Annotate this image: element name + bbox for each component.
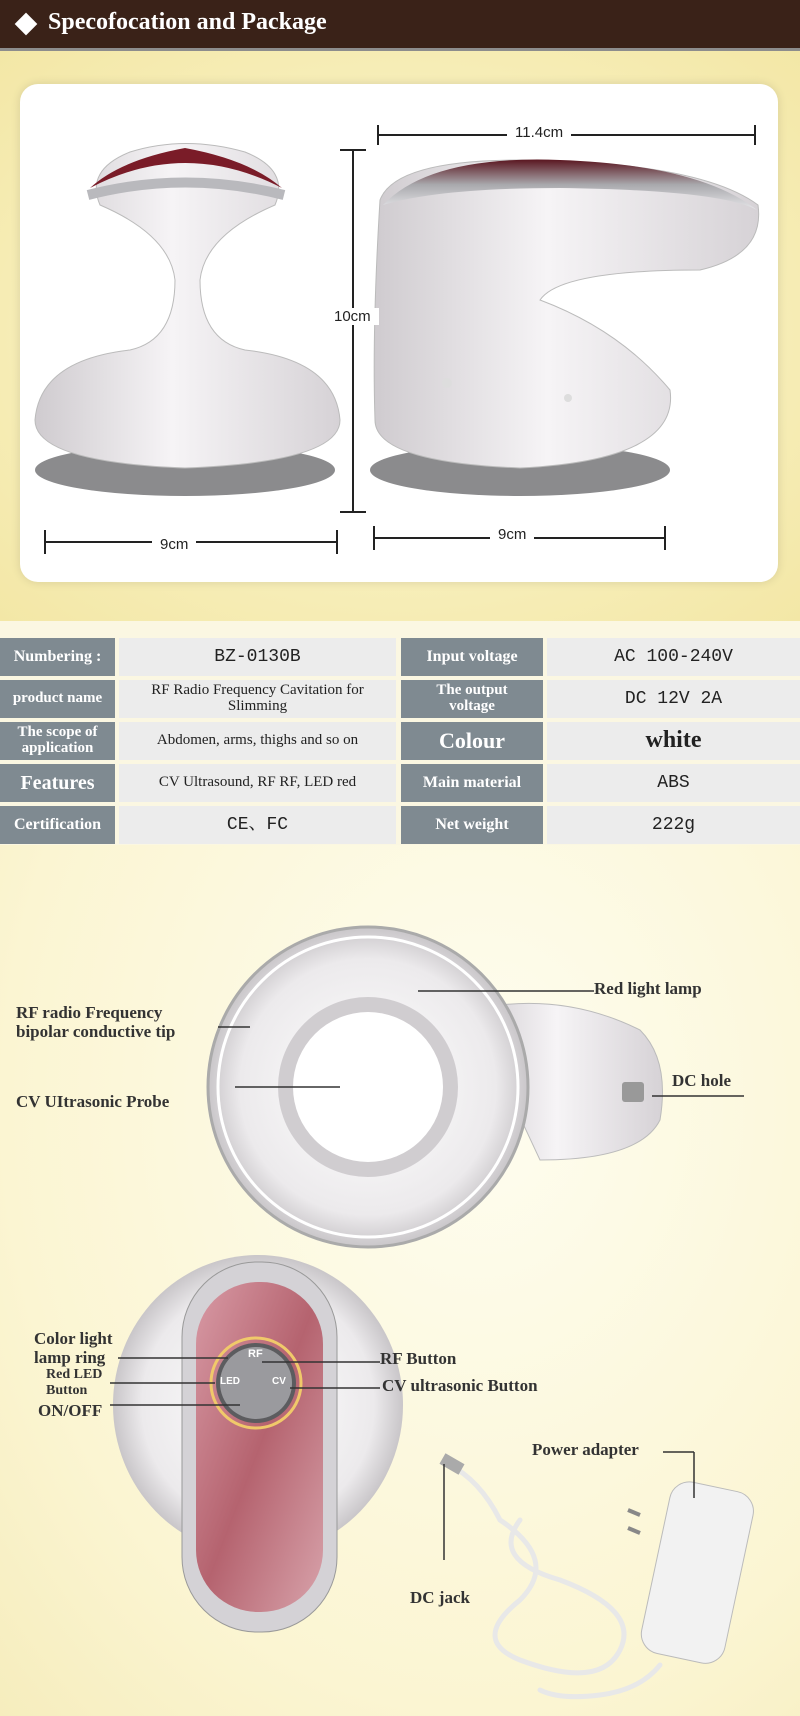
label-input-voltage: Input voltage [401, 638, 543, 676]
callout-on-off: ON/OFF [38, 1401, 103, 1420]
value-main-material: ABS [547, 764, 800, 802]
callout-power-adapter: Power adapter [532, 1440, 639, 1459]
value-colour: white [547, 722, 800, 760]
callout-red-led-line2: Button [46, 1383, 88, 1398]
callout-rf-button: RF Button [380, 1349, 457, 1368]
section-title: Specofocation and Package [48, 9, 327, 35]
label-output-voltage: The output voltage [401, 680, 543, 718]
callout-cv-button: CV ultrasonic Button [382, 1376, 538, 1395]
power-adapter-image [628, 1478, 757, 1667]
dc-cable [448, 1464, 660, 1697]
led-button: LED [220, 1376, 240, 1387]
value-product-name: RF Radio Frequency Cavitation for Slimming [119, 680, 396, 718]
label-scope: The scope of application [0, 722, 115, 760]
value-features: CV Ultrasound, RF RF, LED red [119, 764, 396, 802]
callout-rf-tip-line2: bipolar conductive tip [16, 1022, 176, 1041]
label-numbering: Numbering : [0, 638, 115, 676]
value-numbering: BZ-0130B [119, 638, 396, 676]
dimension-width-top: 11.4cm [507, 124, 571, 141]
value-certification: CE、FC [119, 806, 396, 844]
value-net-weight: 222g [547, 806, 800, 844]
callout-rf-tip-line1: RF radio Frequency [16, 1003, 163, 1022]
label-features: Features [0, 764, 115, 802]
rf-button: RF [248, 1348, 263, 1360]
device-side-view [370, 160, 759, 496]
control-panel-device [113, 1255, 403, 1632]
callout-cv-probe: CV UItrasonic Probe [16, 1092, 170, 1111]
callout-red-light-lamp: Red light lamp [594, 979, 702, 998]
callout-dc-hole: DC hole [672, 1071, 732, 1090]
device-front-view [35, 144, 340, 497]
dimension-height: 10cm [326, 308, 379, 325]
label-product-name: product name [0, 680, 115, 718]
callout-dc-jack: DC jack [410, 1588, 470, 1607]
callout-color-ring-line2: lamp ring [34, 1348, 106, 1367]
dimension-width-right: 9cm [490, 526, 534, 543]
value-output-voltage: DC 12V 2A [547, 680, 800, 718]
cv-button: CV [272, 1376, 286, 1387]
dimension-width-left: 9cm [152, 536, 196, 553]
label-colour: Colour [401, 722, 543, 760]
value-scope: Abdomen, arms, thighs and so on [119, 722, 396, 760]
callout-red-led-line1: Red LED [46, 1367, 103, 1382]
label-certification: Certification [0, 806, 115, 844]
label-net-weight: Net weight [401, 806, 543, 844]
callout-color-ring-line1: Color light [34, 1329, 113, 1348]
label-main-material: Main material [401, 764, 543, 802]
value-input-voltage: AC 100-240V [547, 638, 800, 676]
